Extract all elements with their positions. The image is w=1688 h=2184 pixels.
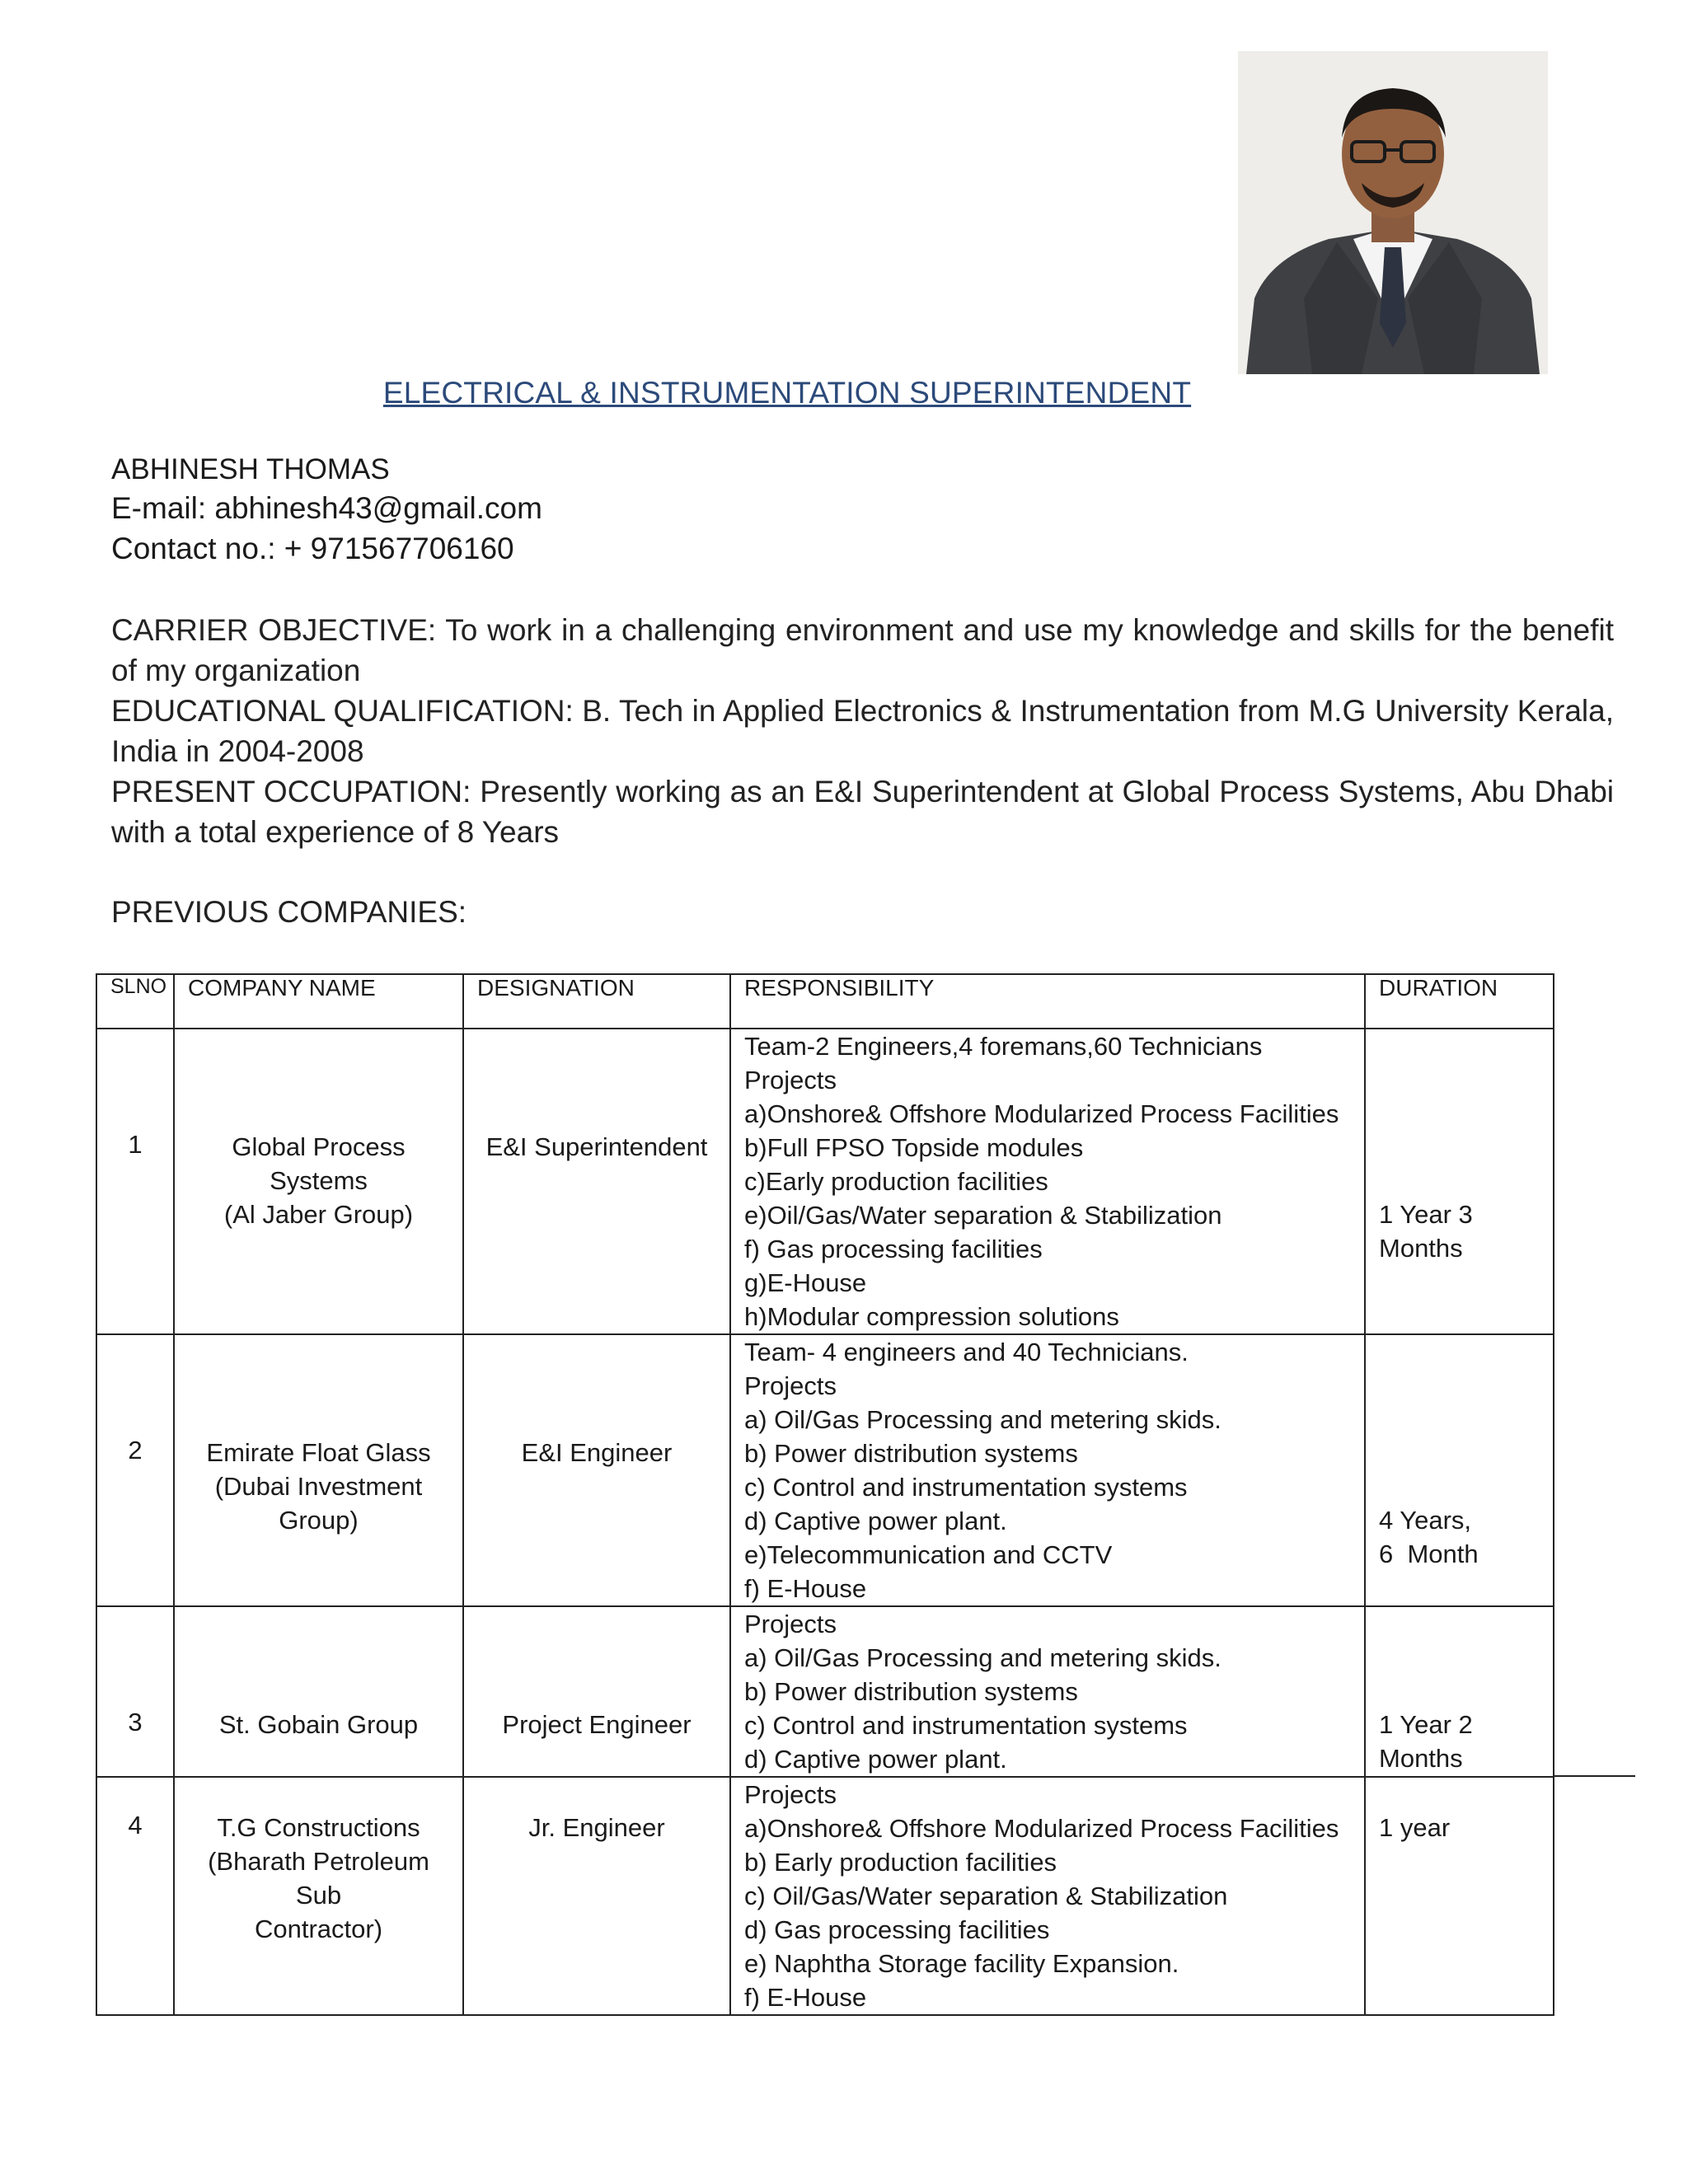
table-row — [96, 1606, 1554, 1777]
header-responsibility: RESPONSIBILITY — [730, 974, 1365, 1029]
table-row — [96, 1334, 1554, 1606]
header-designation: DESIGNATION — [463, 974, 730, 1029]
table-row — [96, 1777, 1554, 2015]
previous-companies-heading: PREVIOUS COMPANIES: — [111, 895, 467, 929]
educational-qualification: EDUCATIONAL QUALIFICATION: B. Tech in Applied Electronics & Instrumentation from M.G University Kerala, India in 2004-2008 — [111, 694, 1614, 768]
duration-cell: 1 Year 3 Months — [1365, 1029, 1554, 1334]
slno-cell: 2 — [96, 1334, 174, 1606]
slno-cell: 4 — [96, 1777, 174, 2015]
designation-cell: Jr. Engineer — [463, 1777, 730, 2015]
company-cell: Emirate Float Glass (Dubai Investment Group) — [174, 1334, 463, 1606]
company-cell: St. Gobain Group — [174, 1606, 463, 1777]
responsibility-cell: Team- 4 engineers and 40 Technicians. Projects a) Oil/Gas Processing and metering skids. b) Power distribution systems c) Control and instrumentation systems d) Captive power plant. e)Telecommunication and CCTV f) E-House — [730, 1334, 1365, 1606]
header-company: COMPANY NAME — [174, 974, 463, 1029]
header-duration: DURATION — [1365, 974, 1554, 1029]
slno-cell: 3 — [96, 1606, 174, 1777]
designation-cell: Project Engineer — [463, 1606, 730, 1777]
duration-cell: 4 Years, 6 Month — [1365, 1334, 1554, 1606]
responsibility-cell: Team-2 Engineers,4 foremans,60 Technicians Projects a)Onshore& Offshore Modularized Process Facilities b)Full FPSO Topside modules c)Early production facilities e)Oil/Gas/Water separation & Stabilization f) Gas processing facilities g)E-House h)Modular compression solutions — [730, 1029, 1365, 1334]
present-occupation: PRESENT OCCUPATION: Presently working as an E&I Superintendent at Global Process Systems, Abu Dhabi with a total experience of 8 Years — [111, 775, 1614, 849]
responsibility-cell: Projects a) Oil/Gas Processing and metering skids. b) Power distribution systems c) Control and instrumentation systems d) Captive power plant. — [730, 1606, 1365, 1777]
candidate-name: ABHINESH THOMAS — [111, 453, 390, 485]
designation-cell: E&I Engineer — [463, 1334, 730, 1606]
table-row — [96, 1029, 1554, 1334]
person-portrait-icon — [1238, 51, 1548, 374]
table-header-row — [96, 974, 1554, 1029]
page-title: ELECTRICAL & INSTRUMENTATION SUPERINTENDENT — [382, 376, 1192, 410]
contact-line: Contact no.: + 971567706160 — [111, 532, 514, 565]
profile-photo — [1238, 51, 1548, 374]
table-divider-extension — [1553, 1775, 1635, 1777]
company-cell: Global Process Systems (Al Jaber Group) — [174, 1029, 463, 1334]
duration-cell: 1 Year 2 Months — [1365, 1606, 1554, 1777]
email-line: E-mail: abhinesh43@gmail.com — [111, 491, 542, 525]
designation-cell: E&I Superintendent — [463, 1029, 730, 1334]
career-objective: CARRIER OBJECTIVE: To work in a challenging environment and use my knowledge and skills for the benefit of my organization — [111, 613, 1614, 687]
slno-cell: 1 — [96, 1029, 174, 1334]
company-cell: T.G Constructions (Bharath Petroleum Sub Contractor) — [174, 1777, 463, 2015]
duration-cell: 1 year — [1365, 1777, 1554, 2015]
header-slno: SLNO — [96, 974, 174, 1029]
previous-companies-table — [96, 973, 1554, 2016]
responsibility-cell: Projects a)Onshore& Offshore Modularized Process Facilities b) Early production facilities c) Oil/Gas/Water separation & Stabilization d) Gas processing facilities e) Naphtha Storage facility Expansion. f) E-House — [730, 1777, 1365, 2015]
